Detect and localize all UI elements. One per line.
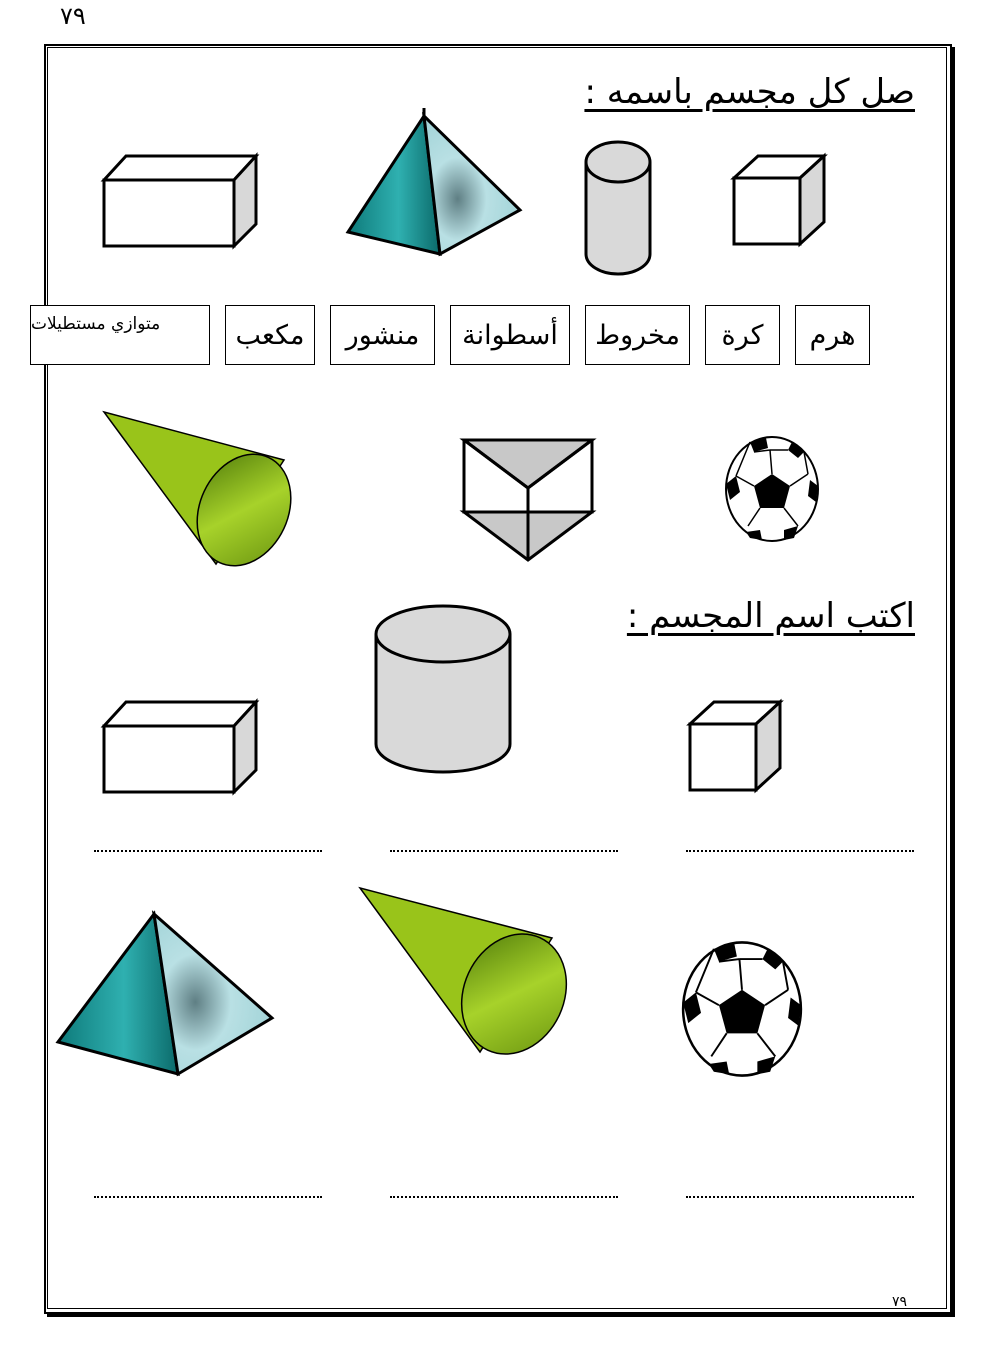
answer-line-cube[interactable] bbox=[686, 850, 914, 852]
soccer-ball-icon-2 bbox=[678, 938, 806, 1080]
page-number-top: ٧٩ bbox=[60, 2, 86, 30]
cube-icon-2 bbox=[686, 698, 786, 798]
cuboid-icon bbox=[100, 152, 260, 252]
cylinder-large-icon bbox=[372, 602, 514, 776]
word-cylinder[interactable]: أسطوانة bbox=[450, 305, 570, 365]
cube-icon bbox=[730, 152, 830, 252]
word-cube[interactable]: مكعب bbox=[225, 305, 315, 365]
word-prism[interactable]: منشور bbox=[330, 305, 435, 365]
answer-line-cuboid[interactable] bbox=[94, 850, 322, 852]
cone-icon-2 bbox=[356, 884, 572, 1060]
answer-line-cone[interactable] bbox=[390, 1196, 618, 1198]
pyramid-icon bbox=[344, 106, 528, 258]
cuboid-icon-2 bbox=[100, 698, 260, 798]
word-sphere[interactable]: كرة bbox=[705, 305, 780, 365]
prism-icon bbox=[458, 436, 598, 566]
answer-line-pyramid[interactable] bbox=[94, 1196, 322, 1198]
cylinder-icon bbox=[582, 138, 654, 278]
word-cuboid[interactable]: متوازي مستطيلات bbox=[30, 305, 210, 365]
word-cone[interactable]: مخروط bbox=[585, 305, 690, 365]
pyramid-icon-2 bbox=[54, 908, 278, 1080]
page-number-bottom: ٧٩ bbox=[892, 1294, 908, 1310]
answer-line-cylinder[interactable] bbox=[390, 850, 618, 852]
answer-line-sphere[interactable] bbox=[686, 1196, 914, 1198]
section2-title: اكتب اسم المجسم : bbox=[626, 596, 915, 636]
word-pyramid[interactable]: هرم bbox=[795, 305, 870, 365]
cone-icon bbox=[100, 408, 300, 572]
section1-title: صل كل مجسم باسمه : bbox=[584, 72, 915, 112]
soccer-ball-icon bbox=[722, 434, 822, 544]
